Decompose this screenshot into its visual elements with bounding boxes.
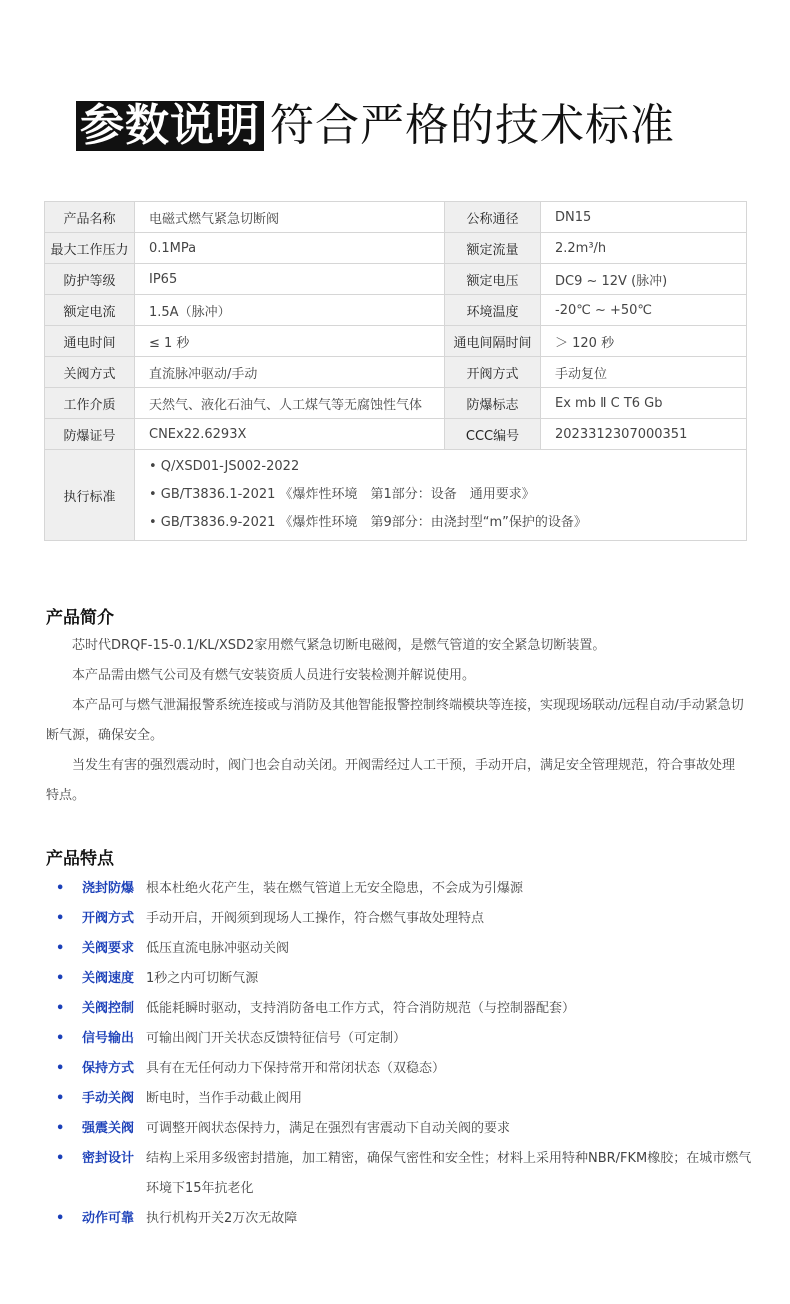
feature-item bbox=[56, 994, 756, 1024]
spec-key: 环境温度 bbox=[445, 295, 541, 326]
feature-key: 保持方式 bbox=[82, 1061, 135, 1076]
spec-table bbox=[44, 201, 747, 541]
feature-key: 密封设计 bbox=[82, 1151, 135, 1166]
spec-key: 额定电流 bbox=[45, 295, 135, 326]
feature-key: 关阀要求 bbox=[82, 941, 135, 956]
features-title: 产品特点 bbox=[46, 849, 114, 869]
bullet-icon: • bbox=[56, 971, 65, 986]
spec-value: ≤ 1 秒 bbox=[135, 326, 445, 357]
spec-key: 执行标准 bbox=[45, 450, 135, 541]
feature-key: 强震关阀 bbox=[82, 1121, 135, 1136]
standard-list bbox=[149, 453, 732, 537]
feature-value: 根本杜绝火花产生，装在燃气管道上无安全隐患，不会成为引爆源 bbox=[146, 881, 524, 896]
spec-value: DN15 bbox=[541, 202, 747, 233]
headline-rest: 符合严格的技术标准 bbox=[270, 100, 675, 151]
spec-value: 2023312307000351 bbox=[541, 419, 747, 450]
spec-value: 1.5A（脉冲） bbox=[135, 295, 445, 326]
feature-key: 信号输出 bbox=[82, 1031, 135, 1046]
spec-row bbox=[45, 233, 747, 264]
intro-paragraph: 当发生有害的强烈震动时，阀门也会自动关闭。开阀需经过人工干预，手动开启，满足安全管理规范，符合事故处理特点。 bbox=[46, 758, 736, 803]
spec-value: ＞ 120 秒 bbox=[541, 326, 747, 357]
standard-values bbox=[135, 450, 747, 541]
spec-key: 工作介质 bbox=[45, 388, 135, 419]
spec-value: 天然气、液化石油气、人工煤气等无腐蚀性气体 bbox=[135, 388, 445, 419]
feature-item bbox=[56, 1204, 756, 1234]
bullet-icon: • bbox=[56, 941, 65, 956]
feature-key: 手动关阀 bbox=[82, 1091, 135, 1106]
spec-key: 公称通径 bbox=[445, 202, 541, 233]
feature-value: 可调整开阀状态保持力，满足在强烈有害震动下自动关阀的要求 bbox=[146, 1121, 511, 1136]
spec-value: 0.1MPa bbox=[135, 233, 445, 264]
spec-key: 最大工作压力 bbox=[45, 233, 135, 264]
feature-item bbox=[56, 1084, 756, 1114]
spec-key: 开阀方式 bbox=[445, 357, 541, 388]
intro-paragraph: 本产品需由燃气公司及有燃气安装资质人员进行安装检测并解说使用。 bbox=[72, 668, 476, 683]
spec-row bbox=[45, 264, 747, 295]
spec-key: 关阀方式 bbox=[45, 357, 135, 388]
spec-row bbox=[45, 357, 747, 388]
spec-value: IP65 bbox=[135, 264, 445, 295]
spec-value: DC9 ~ 12V (脉冲) bbox=[541, 264, 747, 295]
feature-item bbox=[56, 934, 756, 964]
feature-value: 执行机构开关2万次无故障 bbox=[146, 1211, 298, 1226]
feature-value: 具有在无任何动力下保持常开和常闭状态（双稳态） bbox=[146, 1061, 446, 1076]
feature-value: 低能耗瞬时驱动，支持消防备电工作方式，符合消防规范（与控制器配套） bbox=[146, 1001, 576, 1016]
feature-key: 浇封防爆 bbox=[82, 881, 135, 896]
feature-value: 手动开启，开阀须到现场人工操作，符合燃气事故处理特点 bbox=[146, 911, 485, 926]
intro-paragraph: 本产品可与燃气泄漏报警系统连接或与消防及其他智能报警控制终端模块等连接，实现现场联动/远程自动/手动紧急切断气源，确保安全。 bbox=[46, 698, 744, 743]
spec-row bbox=[45, 388, 747, 419]
spec-row bbox=[45, 419, 747, 450]
spec-key: 额定流量 bbox=[445, 233, 541, 264]
spec-row bbox=[45, 295, 747, 326]
features-list bbox=[56, 874, 756, 1234]
bullet-icon: • bbox=[56, 1151, 65, 1166]
feature-item bbox=[56, 874, 756, 904]
standard-item: • Q/XSD01-JS002-2022 bbox=[149, 459, 300, 474]
spec-key: 产品名称 bbox=[45, 202, 135, 233]
standard-item: • GB/T3836.9-2021 《爆炸性环境 第9部分：由浇封型“m”保护的设备》 bbox=[149, 515, 587, 530]
feature-value: 1秒之内可切断气源 bbox=[146, 971, 259, 986]
feature-item bbox=[56, 964, 756, 994]
bullet-icon: • bbox=[56, 911, 65, 926]
spec-key: 额定电压 bbox=[445, 264, 541, 295]
intro-body bbox=[46, 631, 746, 811]
spec-value: 电磁式燃气紧急切断阀 bbox=[135, 202, 445, 233]
spec-value: 2.2m³/h bbox=[541, 233, 747, 264]
headline-highlight: 参数说明 bbox=[76, 101, 264, 151]
page-headline bbox=[76, 96, 675, 156]
feature-item bbox=[56, 1024, 756, 1054]
feature-item bbox=[56, 1114, 756, 1144]
bullet-icon: • bbox=[56, 1091, 65, 1106]
intro-title: 产品简介 bbox=[46, 608, 114, 628]
spec-value: 直流脉冲驱动/手动 bbox=[135, 357, 445, 388]
bullet-icon: • bbox=[56, 1211, 65, 1226]
spec-row bbox=[45, 202, 747, 233]
feature-value: 可输出阀门开关状态反馈特征信号（可定制） bbox=[146, 1031, 407, 1046]
feature-value: 低压直流电脉冲驱动关阀 bbox=[146, 941, 290, 956]
spec-key: 通电间隔时间 bbox=[445, 326, 541, 357]
spec-value: Ex mb Ⅱ C T6 Gb bbox=[541, 388, 747, 419]
bullet-icon: • bbox=[56, 1031, 65, 1046]
standard-item: • GB/T3836.1-2021 《爆炸性环境 第1部分：设备 通用要求》 bbox=[149, 487, 535, 502]
bullet-icon: • bbox=[56, 1001, 65, 1016]
feature-item bbox=[56, 1054, 756, 1084]
feature-key: 开阀方式 bbox=[82, 911, 135, 926]
feature-key: 关阀速度 bbox=[82, 971, 135, 986]
spec-row bbox=[45, 326, 747, 357]
spec-key: CCC编号 bbox=[445, 419, 541, 450]
feature-key: 动作可靠 bbox=[82, 1211, 135, 1226]
spec-key: 防爆证号 bbox=[45, 419, 135, 450]
feature-item bbox=[56, 1144, 756, 1204]
spec-key: 防爆标志 bbox=[445, 388, 541, 419]
spec-value: CNEx22.6293X bbox=[135, 419, 445, 450]
feature-item bbox=[56, 904, 756, 934]
bullet-icon: • bbox=[56, 881, 65, 896]
feature-value: 结构上采用多级密封措施，加工精密，确保气密性和安全性；材料上采用特种NBR/FKM橡胶；在城市燃气环境下15年抗老化 bbox=[146, 1151, 752, 1196]
spec-value: 手动复位 bbox=[541, 357, 747, 388]
intro-paragraph: 芯时代DRQF-15-0.1/KL/XSD2家用燃气紧急切断电磁阀，是燃气管道的安全紧急切断装置。 bbox=[72, 638, 606, 653]
spec-row-standard bbox=[45, 450, 747, 541]
bullet-icon: • bbox=[56, 1121, 65, 1136]
feature-key: 关阀控制 bbox=[82, 1001, 135, 1016]
feature-value: 断电时，当作手动截止阀用 bbox=[146, 1091, 303, 1106]
spec-value: -20℃ ~ +50℃ bbox=[541, 295, 747, 326]
bullet-icon: • bbox=[56, 1061, 65, 1076]
spec-key: 防护等级 bbox=[45, 264, 135, 295]
spec-key: 通电时间 bbox=[45, 326, 135, 357]
